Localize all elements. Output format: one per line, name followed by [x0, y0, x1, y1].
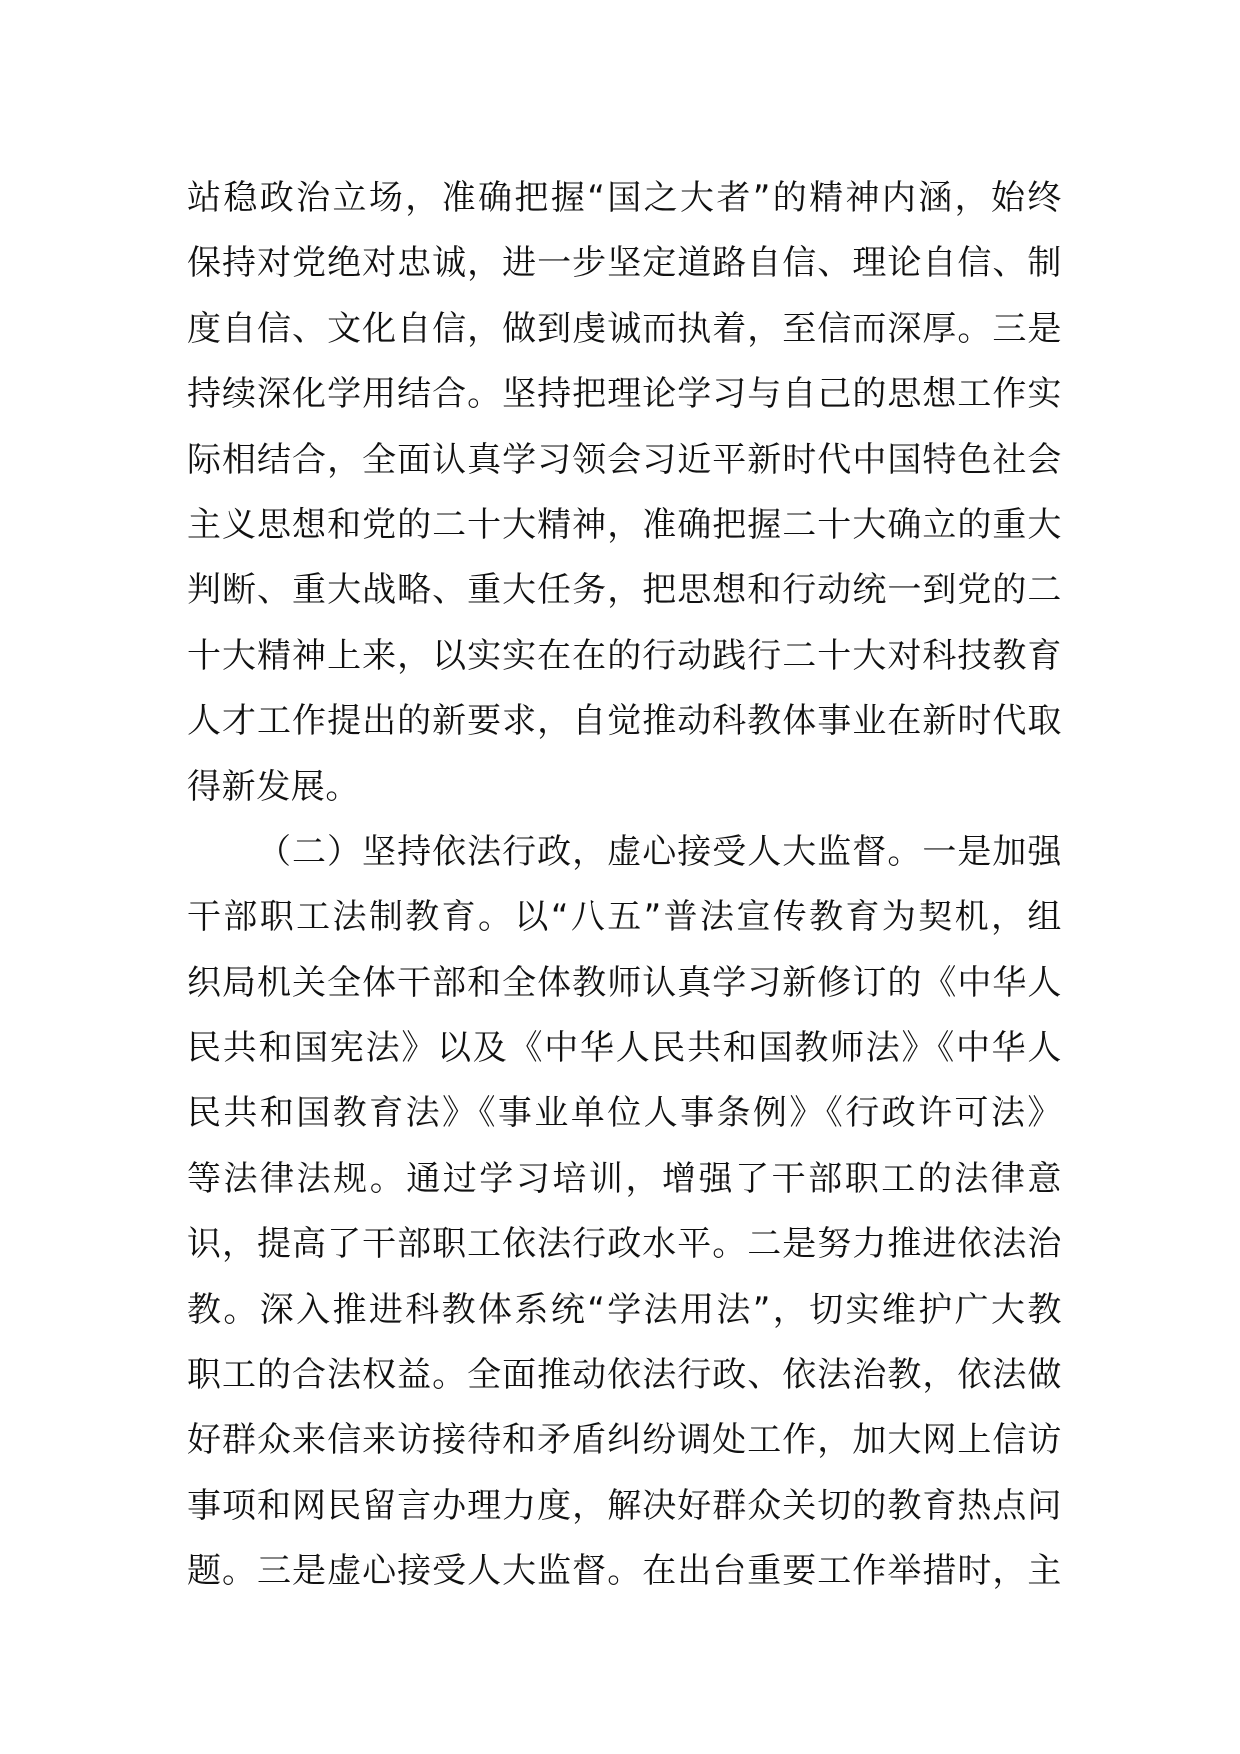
text-line: 织局机关全体干部和全体教师认真学习新修订的《中华人 [187, 962, 1062, 1003]
text-line: 等法律法规。通过学习培训，增强了干部职工的法律意 [187, 1158, 1062, 1199]
text-line: 教。深入推进科教体系统“学法用法”，切实维护广大教 [187, 1289, 1062, 1330]
text-line: 识，提高了干部职工依法行政水平。二是努力推进依法治 [187, 1224, 1062, 1265]
text-line: 干部职工法制教育。以“八五”普法宣传教育为契机，组 [187, 897, 1062, 938]
text-line: 持续深化学用结合。坚持把理论学习与自己的思想工作实 [187, 374, 1062, 415]
section-heading-line: （二）坚持依法行政，虚心接受人大监督。一是加强 [257, 831, 1062, 872]
text-line: 十大精神上来，以实实在在的行动践行二十大对科技教育 [187, 635, 1062, 676]
text-line: 站稳政治立场，准确把握“国之大者”的精神内涵，始终 [187, 178, 1062, 218]
text-line: 民共和国宪法》以及《中华人民共和国教师法》《中华人 [187, 1028, 1062, 1069]
text-line: 题。三是虚心接受人大监督。在出台重要工作举措时，主 [187, 1551, 1062, 1592]
text-line: 民共和国教育法》《事业单位人事条例》《行政许可法》 [187, 1093, 1062, 1134]
text-line: 判断、重大战略、重大任务，把思想和行动统一到党的二 [187, 570, 1062, 611]
text-line: 职工的合法权益。全面推动依法行政、依法治教，依法做 [187, 1355, 1062, 1396]
text-line: 度自信、文化自信，做到虔诚而执着，至信而深厚。三是 [187, 308, 1062, 349]
text-line: 事项和网民留言办理力度，解决好群众关切的教育热点问 [187, 1485, 1062, 1526]
body-text [187, 166, 1062, 1605]
text-line: 保持对党绝对忠诚，进一步坚定道路自信、理论自信、制 [187, 243, 1062, 284]
text-line: 主义思想和党的二十大精神，准确把握二十大确立的重大 [187, 504, 1062, 545]
text-line: 人才工作提出的新要求，自觉推动科教体事业在新时代取 [187, 701, 1062, 742]
text-line: 得新发展。 [187, 766, 360, 807]
text-line: 际相结合，全面认真学习领会习近平新时代中国特色社会 [187, 439, 1062, 480]
text-line: 好群众来信来访接待和矛盾纠纷调处工作，加大网上信访 [187, 1420, 1062, 1461]
